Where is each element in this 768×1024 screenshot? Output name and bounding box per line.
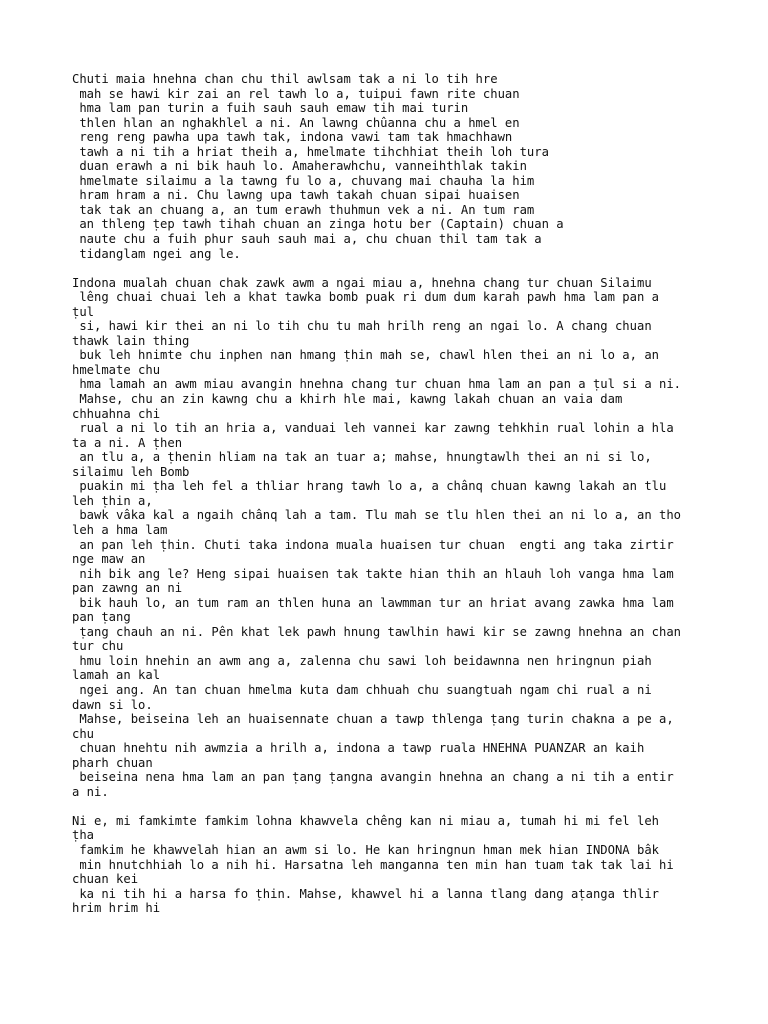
paragraph-1 — [72, 72, 728, 261]
text-line: tidanglam ngei ang le. — [72, 246, 241, 261]
text-line: pan ṭang — [72, 610, 131, 625]
text-line: famkim he khawvelah hian an awm si lo. He kan hringnun hman mek hian INDONA bâk — [72, 842, 659, 857]
text-line: chhuahna chi — [72, 406, 161, 421]
text-line: pharh chuan — [72, 755, 153, 770]
text-line: chuan kei — [72, 872, 139, 887]
text-line: puakin mi ṭha leh fel a thliar hrang tawh lo a, a chânq chuan kawng lakah an tlu — [72, 479, 667, 494]
text-line: hrim hrim hi — [72, 901, 161, 916]
text-line: buk leh hnimte chu inphen nan hmang ṭhin mah se, chawl hlen thei an ni lo a, an — [72, 348, 659, 363]
text-line: Ni e, mi famkimte famkim lohna khawvela chêng kan ni miau a, tumah hi mi fel leh — [72, 813, 659, 828]
text-line: mah se hawi kir zai an rel tawh lo a, tuipui fawn rite chuan — [72, 86, 520, 101]
text-line: nge maw an — [72, 552, 146, 567]
text-line: tawh a ni tih a hriat theih a, hmelmate tihchhiat theih loh tura — [72, 144, 549, 159]
text-line: hmelmate chu — [72, 362, 161, 377]
text-line: pan zawng an ni — [72, 581, 183, 596]
text-line: bawk vâka kal a ngaih chânq lah a tam. Tlu mah se tlu hlen thei an ni lo a, an tho — [72, 508, 682, 523]
text-line: a ni. — [72, 784, 109, 799]
text-line: lêng chuai chuai leh a khat tawka bomb puak ri dum dum karah pawh hma lam pan a — [72, 290, 659, 305]
paragraph-3 — [72, 814, 728, 916]
text-line: Indona mualah chuan chak zawk awm a ngai miau a, hnehna chang tur chuan Silaimu — [72, 275, 652, 290]
text-line: ṭha — [72, 828, 95, 843]
text-line: hmelmate silaimu a la tawng fu lo a, chuvang mai chauha la him — [72, 173, 535, 188]
paragraph-2 — [72, 276, 728, 800]
text-line: an pan leh ṭhin. Chuti taka indona muala huaisen tur chuan engti ang taka zirtir — [72, 537, 674, 552]
text-line: ṭul — [72, 304, 95, 319]
text-line: an thleng ṭep tawh tihah chuan an zinga hotu ber (Captain) chuan a — [72, 217, 564, 232]
text-line: lamah an kal — [72, 668, 161, 683]
text-line: leh a hma lam — [72, 522, 168, 537]
text-line: chu — [72, 726, 95, 741]
text-line: silaimu leh Bomb — [72, 464, 190, 479]
text-line: reng reng pawha upa tawh tak, indona vawi tam tak hmachhawn — [72, 130, 513, 145]
text-line: hmu loin hnehin an awm ang a, zalenna chu sawi loh beidawnna nen hringnun piah — [72, 653, 652, 668]
text-line: tur chu — [72, 639, 124, 654]
text-line: thawk lain thing — [72, 333, 190, 348]
text-line: Mahse, beiseina leh an huaisennate chuan a tawp thlenga ṭang turin chakna a pe a, — [72, 712, 674, 727]
text-line: ka ni tih hi a harsa fo ṭhin. Mahse, khawvel hi a lanna tlang dang aṭanga thlir — [72, 886, 659, 901]
text-line: hma lamah an awm miau avangin hnehna chang tur chuan hma lam an pan a ṭul si a ni. — [72, 377, 682, 392]
text-line: Chuti maia hnehna chan chu thil awlsam tak a ni lo tih hre — [72, 72, 498, 86]
text-line: thlen hlan an nghakhlel a ni. An lawng chûanna chu a hmel en — [72, 115, 520, 130]
text-line: duan erawh a ni bik hauh lo. Amaherawhchu, vanneihthlak takin — [72, 159, 527, 174]
text-line: min hnutchhiah lo a nih hi. Harsatna leh manganna ten min han tuam tak tak lai hi — [72, 857, 674, 872]
text-line: nih bik ang le? Heng sipai huaisen tak takte hian thih an hlauh loh vanga hma lam — [72, 566, 674, 581]
text-line: rual a ni lo tih an hria a, vanduai leh vannei kar zawng tehkhin rual lohin a hla — [72, 421, 674, 436]
text-line: si, hawi kir thei an ni lo tih chu tu mah hrilh reng an ngai lo. A chang chuan — [72, 319, 652, 334]
text-line: bik hauh lo, an tum ram an thlen huna an lawmman tur an hriat avang zawka hma lam — [72, 595, 674, 610]
text-line: Mahse, chu an zin kawng chu a khirh hle mai, kawng lakah chuan an vaia dam — [72, 392, 623, 407]
text-line: beiseina nena hma lam an pan ṭang ṭangna avangin hnehna an chang a ni tih a entir — [72, 770, 674, 785]
text-line: ta a ni. A ṭhen — [72, 435, 183, 450]
text-line: hram hram a ni. Chu lawng upa tawh takah chuan sipai huaisen — [72, 188, 520, 203]
text-line: naute chu a fuih phur sauh sauh mai a, chu chuan thil tam tak a — [72, 232, 542, 247]
text-line: dawn si lo. — [72, 697, 153, 712]
text-line: chuan hnehtu nih awmzia a hrilh a, indona a tawp ruala HNEHNA PUANZAR an kaih — [72, 741, 645, 756]
text-line: tak tak an chuang a, an tum erawh thuhmun vek a ni. An tum ram — [72, 202, 535, 217]
text-line: leh ṭhin a, — [72, 493, 153, 508]
text-line: ngei ang. An tan chuan hmelma kuta dam chhuah chu suangtuah ngam chi rual a ni — [72, 682, 652, 697]
text-line: ṭang chauh an ni. Pên khat lek pawh hnung tawlhin hawi kir se zawng hnehna an chan — [72, 624, 682, 639]
text-line: hma lam pan turin a fuih sauh sauh emaw tih mai turin — [72, 101, 469, 116]
text-line: an tlu a, a ṭhenin hliam na tak an tuar a; mahse, hnungtawlh thei an ni si lo, — [72, 450, 652, 465]
